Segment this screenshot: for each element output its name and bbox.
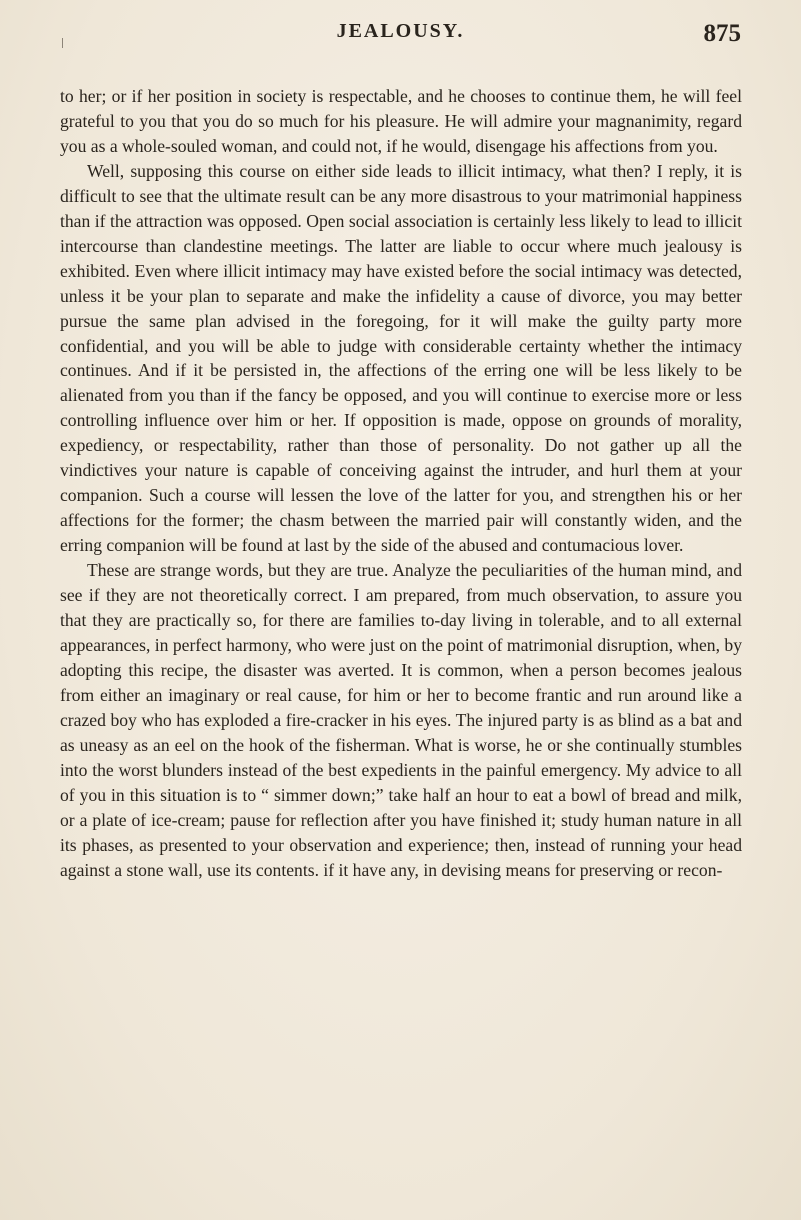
paragraph-continuation: to her; or if her position in society is respectable, and he chooses to continue them, he will feel grateful to you that you do so much for his pleasure. He will admire your magnanimity, regard you as a whole-souled woman, and could not, if he would, disengage his affections from you. xyxy=(60,86,742,156)
page-number: 875 xyxy=(703,20,741,47)
paragraph: These are strange words, but they are true. Analyze the peculiarities of the human mind, and see if they are not theoretically correct. I am prepared, from much observation, to assure you that they are practically so, for there are families to-day living in tolerable, and to all external appearances, in perfect harmony, who were just on the point of matrimonial disruption, when, by adopting this recipe, the disaster was averted. It is common, when a person becomes jealous from either an imaginary or real cause, for him or her to become frantic and run around like a crazed boy who has exploded a fire-cracker in his eyes. The injured party is as blind as a bat and as uneasy as an eel on the hook of the fisherman. What is worse, he or she continually stumbles into the worst blunders instead of the best expedients in the painful emergency. My advice to all of you in this situation is to “ simmer down;” take half an hour to eat a bowl of bread and milk, or a plate of ice-cream; pause for reflection after you have finished it; study human nature in all its phases, as presented to your observation and experience; then, instead of running your head against a stone wall, use its contents. if it have any, in devising means for preserving or recon- xyxy=(60,560,742,880)
running-head xyxy=(0,20,801,54)
body-text xyxy=(60,84,742,883)
paragraph: Well, supposing this course on either side leads to illicit intimacy, what then? I reply, it is difficult to see that the ultimate result can be any more disastrous to your matrimonial happiness than if the attraction was opposed. Open social association is certainly less likely to lead to illicit intercourse than clandestine meetings. The latter are liable to occur where much jealousy is exhibited. Even where illicit intimacy may have existed before the social intimacy was detected, unless it be your plan to separate and make the infidelity a cause of divorce, you may better pursue the same plan advised in the foregoing, for it will make the guilty party more confidential, and you will be able to judge with considerable certainty whether the intimacy continues. And if it be persisted in, the affections of the erring one will be less likely to be alienated from you than if the fancy be opposed, and you will continue to exercise more or less controlling influence over him or her. If opposition is made, oppose on grounds of morality, expediency, or respectability, rather than those of personality. Do not gather up all the vindictives your nature is capable of conceiving against the intruder, and hurl them at your companion. Such a course will lessen the love of the latter for you, and strengthen his or her affections for the former; the chasm between the married pair will constantly widen, and the erring companion will be found at last by the side of the abused and contumacious lover. xyxy=(60,160,742,556)
running-title: JEALOUSY. xyxy=(336,20,465,42)
